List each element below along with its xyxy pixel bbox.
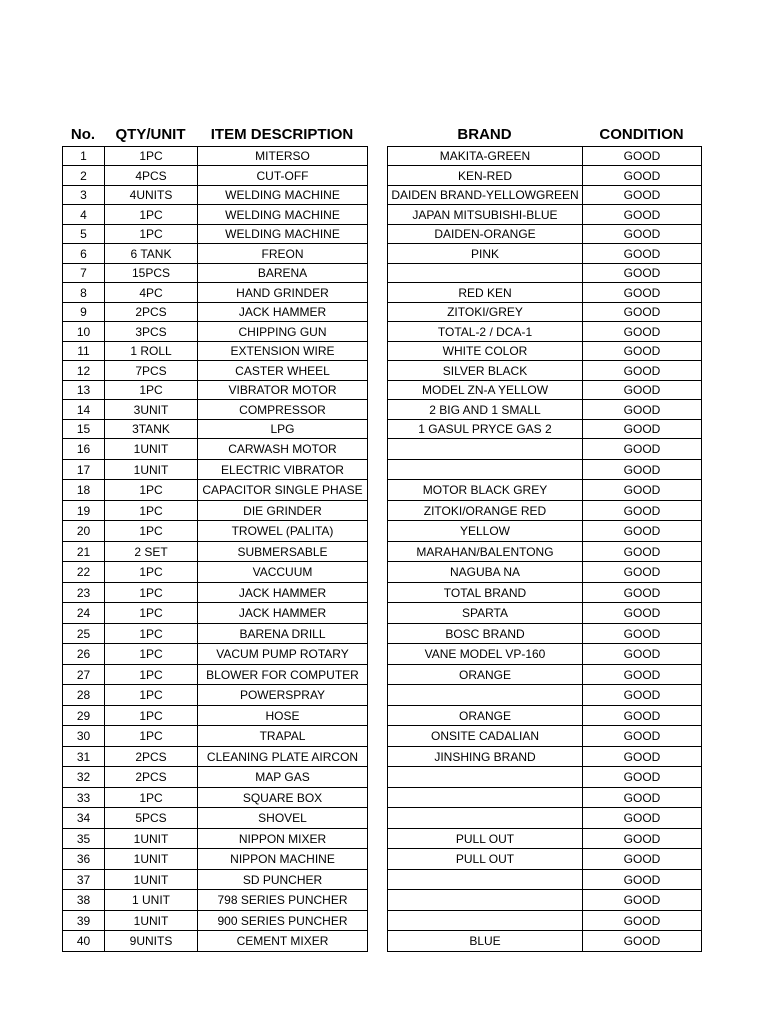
- cell-brand: ORANGE: [388, 706, 583, 726]
- cell-no: 35: [63, 829, 105, 849]
- cell-item-description: BARENA: [198, 264, 368, 283]
- cell-qty-unit: 1PC: [105, 521, 198, 542]
- cell-brand: 1 GASUL PRYCE GAS 2: [388, 420, 583, 439]
- cell-condition: GOOD: [583, 583, 702, 603]
- cell-no: 15: [63, 420, 105, 439]
- cell-no: 26: [63, 644, 105, 665]
- cell-item-description: CLEANING PLATE AIRCON: [198, 747, 368, 767]
- cell-spacer: [368, 205, 388, 225]
- cell-item-description: ELECTRIC VIBRATOR: [198, 460, 368, 480]
- cell-spacer: [368, 521, 388, 542]
- cell-no: 18: [63, 480, 105, 501]
- cell-no: 34: [63, 808, 105, 829]
- cell-qty-unit: 1PC: [105, 583, 198, 603]
- cell-brand: DAIDEN-ORANGE: [388, 225, 583, 244]
- cell-item-description: 798 SERIES PUNCHER: [198, 890, 368, 911]
- table-row: [63, 665, 702, 685]
- cell-item-description: NIPPON MIXER: [198, 829, 368, 849]
- cell-brand: SILVER BLACK: [388, 361, 583, 381]
- table-row: [63, 747, 702, 767]
- cell-spacer: [368, 501, 388, 521]
- cell-brand: BLUE: [388, 931, 583, 952]
- table-row: [63, 890, 702, 911]
- cell-spacer: [368, 361, 388, 381]
- cell-item-description: TROWEL (PALITA): [198, 521, 368, 542]
- cell-no: 30: [63, 726, 105, 747]
- table-row: [63, 186, 702, 205]
- table-row: [63, 685, 702, 706]
- cell-qty-unit: 1 UNIT: [105, 890, 198, 911]
- cell-no: 31: [63, 747, 105, 767]
- table-row: [63, 361, 702, 381]
- cell-brand: TOTAL-2 / DCA-1: [388, 322, 583, 342]
- cell-condition: GOOD: [583, 244, 702, 264]
- cell-spacer: [368, 808, 388, 829]
- cell-brand: [388, 890, 583, 911]
- cell-brand: [388, 767, 583, 788]
- cell-item-description: NIPPON MACHINE: [198, 849, 368, 870]
- table-row: [63, 542, 702, 562]
- table-row: [63, 480, 702, 501]
- cell-spacer: [368, 870, 388, 890]
- cell-spacer: [368, 562, 388, 583]
- cell-spacer: [368, 665, 388, 685]
- cell-brand: ZITOKI/GREY: [388, 303, 583, 322]
- cell-brand: [388, 808, 583, 829]
- cell-no: 11: [63, 342, 105, 361]
- cell-item-description: FREON: [198, 244, 368, 264]
- cell-brand: ORANGE: [388, 665, 583, 685]
- cell-qty-unit: 1PC: [105, 706, 198, 726]
- cell-spacer: [368, 244, 388, 264]
- cell-brand: MODEL ZN-A YELLOW: [388, 381, 583, 400]
- header-no: No.: [70, 126, 96, 143]
- cell-brand: YELLOW: [388, 521, 583, 542]
- cell-condition: GOOD: [583, 706, 702, 726]
- table-row: [63, 808, 702, 829]
- cell-item-description: DIE GRINDER: [198, 501, 368, 521]
- cell-qty-unit: 1UNIT: [105, 439, 198, 460]
- cell-condition: GOOD: [583, 147, 702, 166]
- cell-spacer: [368, 726, 388, 747]
- cell-spacer: [368, 400, 388, 420]
- cell-no: 17: [63, 460, 105, 480]
- cell-condition: GOOD: [583, 562, 702, 583]
- cell-condition: GOOD: [583, 322, 702, 342]
- cell-item-description: SQUARE BOX: [198, 788, 368, 808]
- cell-spacer: [368, 147, 388, 166]
- cell-condition: GOOD: [583, 400, 702, 420]
- table-row: [63, 644, 702, 665]
- cell-no: 39: [63, 911, 105, 931]
- cell-qty-unit: 1UNIT: [105, 829, 198, 849]
- cell-no: 38: [63, 890, 105, 911]
- cell-brand: SPARTA: [388, 603, 583, 624]
- header-item-description: ITEM DESCRIPTION: [210, 126, 354, 143]
- header-qty-unit: QTY/UNIT: [115, 126, 186, 143]
- cell-no: 6: [63, 244, 105, 264]
- cell-brand: [388, 685, 583, 706]
- cell-no: 1: [63, 147, 105, 166]
- cell-no: 29: [63, 706, 105, 726]
- cell-brand: DAIDEN BRAND-YELLOWGREEN: [388, 186, 583, 205]
- cell-qty-unit: 1PC: [105, 603, 198, 624]
- cell-no: 10: [63, 322, 105, 342]
- table-row: [63, 244, 702, 264]
- cell-condition: GOOD: [583, 911, 702, 931]
- cell-brand: [388, 460, 583, 480]
- table-row: [63, 603, 702, 624]
- cell-brand: PULL OUT: [388, 849, 583, 870]
- cell-qty-unit: 3UNIT: [105, 400, 198, 420]
- cell-brand: JAPAN MITSUBISHI-BLUE: [388, 205, 583, 225]
- cell-item-description: HAND GRINDER: [198, 283, 368, 303]
- table-row: [63, 624, 702, 644]
- cell-condition: GOOD: [583, 342, 702, 361]
- cell-qty-unit: 1UNIT: [105, 460, 198, 480]
- table-row: [63, 521, 702, 542]
- table-row: [63, 400, 702, 420]
- cell-condition: GOOD: [583, 747, 702, 767]
- cell-item-description: CASTER WHEEL: [198, 361, 368, 381]
- table-row: [63, 849, 702, 870]
- table-row: [63, 205, 702, 225]
- cell-no: 5: [63, 225, 105, 244]
- inventory-table: [62, 146, 702, 952]
- cell-spacer: [368, 603, 388, 624]
- cell-brand: [388, 788, 583, 808]
- cell-qty-unit: 1PC: [105, 480, 198, 501]
- cell-brand: RED KEN: [388, 283, 583, 303]
- cell-no: 19: [63, 501, 105, 521]
- cell-item-description: CHIPPING GUN: [198, 322, 368, 342]
- cell-item-description: JACK HAMMER: [198, 583, 368, 603]
- cell-brand: KEN-RED: [388, 166, 583, 186]
- cell-qty-unit: 1PC: [105, 644, 198, 665]
- cell-no: 27: [63, 665, 105, 685]
- cell-spacer: [368, 685, 388, 706]
- cell-condition: GOOD: [583, 303, 702, 322]
- header-condition: CONDITION: [599, 126, 684, 143]
- cell-qty-unit: 1UNIT: [105, 870, 198, 890]
- cell-spacer: [368, 788, 388, 808]
- cell-condition: GOOD: [583, 439, 702, 460]
- cell-condition: GOOD: [583, 931, 702, 952]
- cell-spacer: [368, 624, 388, 644]
- cell-condition: GOOD: [583, 501, 702, 521]
- cell-qty-unit: 1PC: [105, 562, 198, 583]
- cell-item-description: VACUM PUMP ROTARY: [198, 644, 368, 665]
- cell-item-description: CUT-OFF: [198, 166, 368, 186]
- table-row: [63, 788, 702, 808]
- cell-item-description: MAP GAS: [198, 767, 368, 788]
- table-row: [63, 264, 702, 283]
- cell-qty-unit: 4PC: [105, 283, 198, 303]
- table-row: [63, 381, 702, 400]
- cell-condition: GOOD: [583, 225, 702, 244]
- cell-condition: GOOD: [583, 480, 702, 501]
- table-row: [63, 829, 702, 849]
- cell-qty-unit: 2PCS: [105, 747, 198, 767]
- cell-qty-unit: 15PCS: [105, 264, 198, 283]
- cell-spacer: [368, 303, 388, 322]
- cell-no: 9: [63, 303, 105, 322]
- cell-condition: GOOD: [583, 205, 702, 225]
- cell-condition: GOOD: [583, 264, 702, 283]
- cell-no: 2: [63, 166, 105, 186]
- cell-qty-unit: 3PCS: [105, 322, 198, 342]
- cell-condition: GOOD: [583, 808, 702, 829]
- cell-item-description: VACCUUM: [198, 562, 368, 583]
- cell-brand: ONSITE CADALIAN: [388, 726, 583, 747]
- cell-condition: GOOD: [583, 521, 702, 542]
- cell-brand: JINSHING BRAND: [388, 747, 583, 767]
- cell-no: 40: [63, 931, 105, 952]
- cell-condition: GOOD: [583, 460, 702, 480]
- cell-item-description: EXTENSION WIRE: [198, 342, 368, 361]
- table-row: [63, 283, 702, 303]
- cell-spacer: [368, 583, 388, 603]
- cell-brand: WHITE COLOR: [388, 342, 583, 361]
- cell-spacer: [368, 322, 388, 342]
- cell-item-description: HOSE: [198, 706, 368, 726]
- cell-qty-unit: 1PC: [105, 788, 198, 808]
- cell-qty-unit: 1UNIT: [105, 911, 198, 931]
- table-row: [63, 303, 702, 322]
- cell-spacer: [368, 342, 388, 361]
- cell-item-description: 900 SERIES PUNCHER: [198, 911, 368, 931]
- cell-no: 4: [63, 205, 105, 225]
- cell-no: 8: [63, 283, 105, 303]
- cell-brand: NAGUBA NA: [388, 562, 583, 583]
- cell-qty-unit: 1PC: [105, 501, 198, 521]
- table-row: [63, 225, 702, 244]
- cell-qty-unit: 7PCS: [105, 361, 198, 381]
- cell-condition: GOOD: [583, 788, 702, 808]
- cell-qty-unit: 2 SET: [105, 542, 198, 562]
- cell-no: 36: [63, 849, 105, 870]
- cell-brand: [388, 870, 583, 890]
- cell-qty-unit: 1PC: [105, 624, 198, 644]
- table-row: [63, 322, 702, 342]
- cell-brand: [388, 264, 583, 283]
- cell-condition: GOOD: [583, 603, 702, 624]
- cell-condition: GOOD: [583, 542, 702, 562]
- cell-qty-unit: 1UNIT: [105, 849, 198, 870]
- cell-condition: GOOD: [583, 186, 702, 205]
- cell-item-description: MITERSO: [198, 147, 368, 166]
- cell-qty-unit: 1PC: [105, 205, 198, 225]
- table-row: [63, 166, 702, 186]
- table-row: [63, 342, 702, 361]
- cell-spacer: [368, 166, 388, 186]
- cell-no: 3: [63, 186, 105, 205]
- cell-item-description: LPG: [198, 420, 368, 439]
- cell-condition: GOOD: [583, 767, 702, 788]
- cell-brand: [388, 911, 583, 931]
- cell-brand: TOTAL BRAND: [388, 583, 583, 603]
- cell-qty-unit: 1PC: [105, 147, 198, 166]
- cell-spacer: [368, 381, 388, 400]
- table-row: [63, 562, 702, 583]
- cell-item-description: CARWASH MOTOR: [198, 439, 368, 460]
- cell-spacer: [368, 420, 388, 439]
- cell-qty-unit: 4PCS: [105, 166, 198, 186]
- cell-no: 13: [63, 381, 105, 400]
- cell-spacer: [368, 911, 388, 931]
- cell-item-description: BLOWER FOR COMPUTER: [198, 665, 368, 685]
- cell-item-description: JACK HAMMER: [198, 603, 368, 624]
- cell-spacer: [368, 186, 388, 205]
- cell-item-description: COMPRESSOR: [198, 400, 368, 420]
- cell-spacer: [368, 849, 388, 870]
- cell-qty-unit: 1 ROLL: [105, 342, 198, 361]
- inventory-table-body: [63, 147, 702, 952]
- cell-spacer: [368, 747, 388, 767]
- cell-no: 32: [63, 767, 105, 788]
- cell-condition: GOOD: [583, 870, 702, 890]
- table-row: [63, 706, 702, 726]
- cell-spacer: [368, 644, 388, 665]
- cell-brand: ZITOKI/ORANGE RED: [388, 501, 583, 521]
- table-row: [63, 726, 702, 747]
- cell-qty-unit: 1PC: [105, 665, 198, 685]
- cell-item-description: JACK HAMMER: [198, 303, 368, 322]
- table-row: [63, 931, 702, 952]
- cell-item-description: WELDING MACHINE: [198, 186, 368, 205]
- cell-condition: GOOD: [583, 420, 702, 439]
- cell-qty-unit: 2PCS: [105, 767, 198, 788]
- cell-no: 12: [63, 361, 105, 381]
- cell-spacer: [368, 283, 388, 303]
- cell-condition: GOOD: [583, 283, 702, 303]
- cell-condition: GOOD: [583, 644, 702, 665]
- cell-item-description: WELDING MACHINE: [198, 225, 368, 244]
- cell-spacer: [368, 460, 388, 480]
- cell-spacer: [368, 706, 388, 726]
- cell-condition: GOOD: [583, 361, 702, 381]
- table-row: [63, 420, 702, 439]
- cell-no: 25: [63, 624, 105, 644]
- cell-brand: BOSC BRAND: [388, 624, 583, 644]
- cell-spacer: [368, 890, 388, 911]
- cell-brand: [388, 439, 583, 460]
- cell-condition: GOOD: [583, 829, 702, 849]
- cell-item-description: POWERSPRAY: [198, 685, 368, 706]
- cell-no: 14: [63, 400, 105, 420]
- table-row: [63, 439, 702, 460]
- cell-condition: GOOD: [583, 685, 702, 706]
- cell-brand: PINK: [388, 244, 583, 264]
- cell-brand: 2 BIG AND 1 SMALL: [388, 400, 583, 420]
- table-row: [63, 870, 702, 890]
- cell-spacer: [368, 829, 388, 849]
- cell-item-description: BARENA DRILL: [198, 624, 368, 644]
- cell-qty-unit: 1PC: [105, 685, 198, 706]
- cell-condition: GOOD: [583, 849, 702, 870]
- cell-qty-unit: 3TANK: [105, 420, 198, 439]
- cell-qty-unit: 2PCS: [105, 303, 198, 322]
- cell-brand: MARAHAN/BALENTONG: [388, 542, 583, 562]
- cell-no: 24: [63, 603, 105, 624]
- cell-no: 28: [63, 685, 105, 706]
- cell-no: 23: [63, 583, 105, 603]
- cell-spacer: [368, 767, 388, 788]
- cell-qty-unit: 6 TANK: [105, 244, 198, 264]
- cell-brand: MAKITA-GREEN: [388, 147, 583, 166]
- table-row: [63, 583, 702, 603]
- cell-spacer: [368, 542, 388, 562]
- table-row: [63, 460, 702, 480]
- cell-condition: GOOD: [583, 166, 702, 186]
- cell-condition: GOOD: [583, 665, 702, 685]
- cell-item-description: TRAPAL: [198, 726, 368, 747]
- cell-brand: PULL OUT: [388, 829, 583, 849]
- cell-spacer: [368, 931, 388, 952]
- cell-item-description: WELDING MACHINE: [198, 205, 368, 225]
- table-row: [63, 911, 702, 931]
- table-row: [63, 147, 702, 166]
- cell-qty-unit: 1PC: [105, 726, 198, 747]
- cell-brand: MOTOR BLACK GREY: [388, 480, 583, 501]
- cell-no: 16: [63, 439, 105, 460]
- table-row: [63, 767, 702, 788]
- cell-item-description: SHOVEL: [198, 808, 368, 829]
- cell-no: 7: [63, 264, 105, 283]
- cell-spacer: [368, 225, 388, 244]
- header-brand: BRAND: [457, 126, 512, 143]
- cell-item-description: VIBRATOR MOTOR: [198, 381, 368, 400]
- cell-no: 21: [63, 542, 105, 562]
- cell-no: 37: [63, 870, 105, 890]
- cell-no: 22: [63, 562, 105, 583]
- cell-no: 33: [63, 788, 105, 808]
- cell-condition: GOOD: [583, 381, 702, 400]
- cell-item-description: CEMENT MIXER: [198, 931, 368, 952]
- cell-item-description: CAPACITOR SINGLE PHASE: [198, 480, 368, 501]
- cell-spacer: [368, 480, 388, 501]
- table-row: [63, 501, 702, 521]
- cell-item-description: SD PUNCHER: [198, 870, 368, 890]
- cell-brand: VANE MODEL VP-160: [388, 644, 583, 665]
- cell-spacer: [368, 439, 388, 460]
- cell-qty-unit: 9UNITS: [105, 931, 198, 952]
- cell-condition: GOOD: [583, 726, 702, 747]
- cell-qty-unit: 5PCS: [105, 808, 198, 829]
- cell-qty-unit: 4UNITS: [105, 186, 198, 205]
- cell-condition: GOOD: [583, 890, 702, 911]
- cell-qty-unit: 1PC: [105, 381, 198, 400]
- cell-condition: GOOD: [583, 624, 702, 644]
- cell-item-description: SUBMERSABLE: [198, 542, 368, 562]
- cell-spacer: [368, 264, 388, 283]
- cell-qty-unit: 1PC: [105, 225, 198, 244]
- cell-no: 20: [63, 521, 105, 542]
